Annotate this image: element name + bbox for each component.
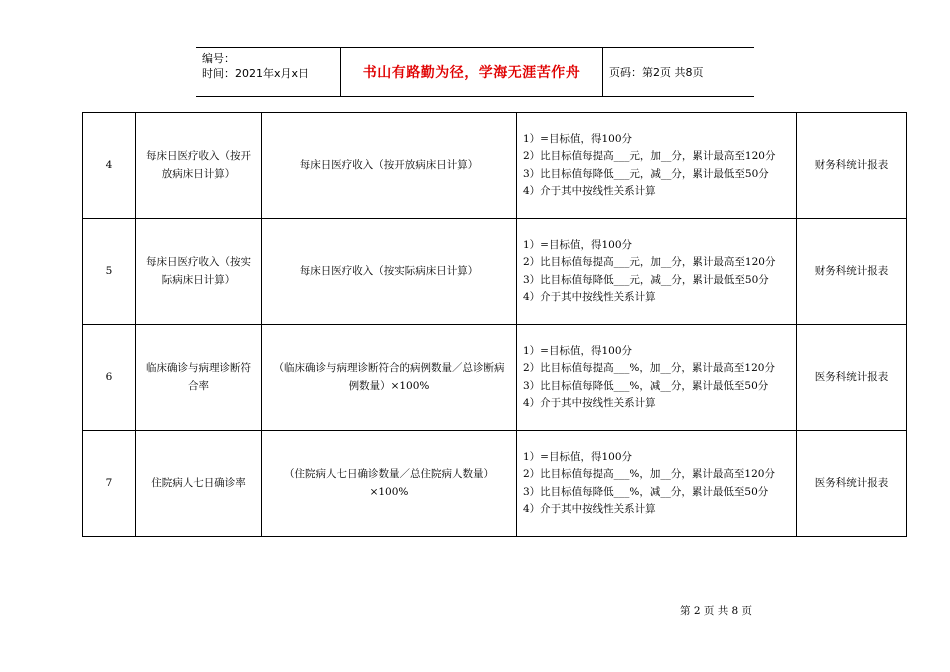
criteria-line: 4）介于其中按线性关系计算 bbox=[523, 185, 656, 197]
table-row bbox=[83, 219, 907, 325]
criteria-line: 4）介于其中按线性关系计算 bbox=[523, 503, 656, 515]
row-number bbox=[83, 219, 136, 325]
criteria-line: 3）比目标值每降低___元，减__分，累计最低至50分 bbox=[523, 167, 769, 180]
criteria-line: 3）比目标值每降低___元，减__分，累计最低至50分 bbox=[523, 273, 769, 286]
indicator-formula bbox=[262, 431, 517, 537]
criteria-line: 4）介于其中按线性关系计算 bbox=[523, 397, 656, 409]
data-source bbox=[797, 219, 907, 325]
scoring-criteria bbox=[517, 113, 797, 219]
indicator-name bbox=[136, 431, 262, 537]
criteria-line: 2）比目标值每提高___元，加__分，累计最高至120分 bbox=[523, 256, 776, 268]
table-row bbox=[83, 325, 907, 431]
criteria-line: 4）介于其中按线性关系计算 bbox=[523, 291, 656, 303]
indicator-table bbox=[82, 112, 907, 537]
indicator-name-text: 每床日医疗收入（按开放病床日计算） bbox=[146, 150, 251, 180]
indicator-formula bbox=[262, 325, 517, 431]
indicator-name-text: 临床确诊与病理诊断符合率 bbox=[146, 362, 251, 392]
data-source-text: 财务科统计报表 bbox=[814, 158, 889, 171]
scoring-criteria bbox=[517, 219, 797, 325]
data-source bbox=[797, 325, 907, 431]
data-source bbox=[797, 431, 907, 537]
data-source-text: 医务科统计报表 bbox=[814, 476, 889, 489]
scoring-criteria bbox=[517, 431, 797, 537]
table-row bbox=[83, 113, 907, 219]
row-number bbox=[83, 431, 136, 537]
criteria-line: 1）=目标值，得100分 bbox=[523, 132, 633, 145]
header-page-number: 页码：第2页 共8页 bbox=[609, 66, 704, 79]
indicator-formula-text: （临床确诊与病理诊断符合的病例数量／总诊断病例数量）×100% bbox=[273, 362, 505, 392]
criteria-line: 2）比目标值每提高___%，加__分，累计最高至120分 bbox=[523, 468, 775, 480]
criteria-line: 2）比目标值每提高___%，加__分，累计最高至120分 bbox=[523, 362, 775, 374]
indicator-formula bbox=[262, 219, 517, 325]
criteria-line: 1）=目标值，得100分 bbox=[523, 344, 633, 357]
criteria-line: 1）=目标值，得100分 bbox=[523, 238, 633, 251]
page-header bbox=[196, 47, 754, 97]
row-number-text: 7 bbox=[105, 476, 113, 489]
row-number bbox=[83, 113, 136, 219]
scoring-criteria bbox=[517, 325, 797, 431]
data-source-text: 医务科统计报表 bbox=[814, 370, 889, 383]
row-number-text: 4 bbox=[105, 158, 113, 171]
table-row bbox=[83, 431, 907, 537]
criteria-line: 3）比目标值每降低___%，减__分，累计最低至50分 bbox=[523, 379, 769, 392]
criteria-line: 1）=目标值，得100分 bbox=[523, 450, 633, 463]
page-footer: 第 2 页 共 8 页 bbox=[680, 605, 753, 617]
code-label: 编号： bbox=[202, 52, 235, 65]
row-number-text: 5 bbox=[105, 264, 113, 277]
indicator-formula-text: 每床日医疗收入（按实际病床日计算） bbox=[299, 264, 479, 277]
header-divider bbox=[602, 48, 603, 96]
criteria-line: 2）比目标值每提高___元，加__分，累计最高至120分 bbox=[523, 150, 776, 162]
data-source bbox=[797, 113, 907, 219]
row-number bbox=[83, 325, 136, 431]
time-label: 时间：2021年x月x日 bbox=[202, 67, 310, 80]
criteria-line: 3）比目标值每降低___%，减__分，累计最低至50分 bbox=[523, 485, 769, 498]
indicator-formula bbox=[262, 113, 517, 219]
indicator-name bbox=[136, 113, 262, 219]
indicator-name-text: 每床日医疗收入（按实际病床日计算） bbox=[146, 256, 251, 286]
indicator-name-text: 住院病人七日确诊率 bbox=[151, 476, 246, 489]
indicator-name bbox=[136, 219, 262, 325]
row-number-text: 6 bbox=[105, 370, 113, 383]
indicator-formula-text: 每床日医疗收入（按开放病床日计算） bbox=[299, 158, 479, 171]
header-motto: 书山有路勤为径，学海无涯苦作舟 bbox=[362, 65, 581, 81]
header-meta bbox=[202, 51, 309, 81]
indicator-formula-text: （住院病人七日确诊数量／总住院病人数量）×100% bbox=[284, 468, 494, 498]
data-source-text: 财务科统计报表 bbox=[814, 264, 889, 277]
indicator-name bbox=[136, 325, 262, 431]
